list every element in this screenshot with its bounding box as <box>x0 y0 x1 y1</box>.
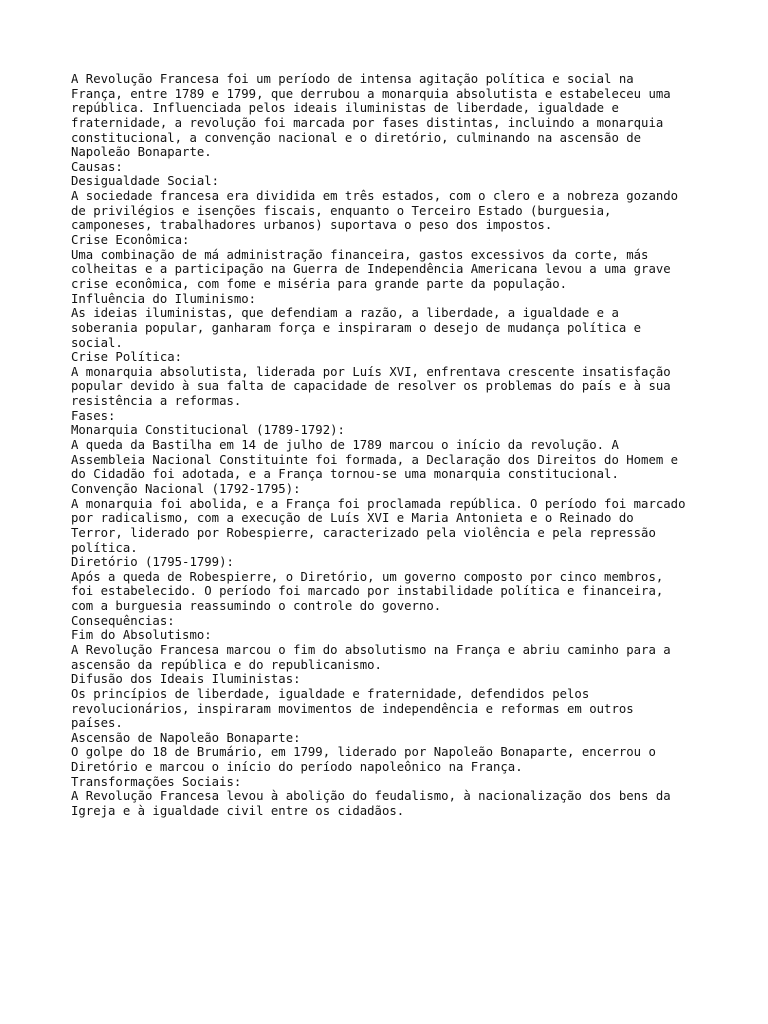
text-line: A monarquia foi abolida, e a França foi proclamada república. O período foi marcado <box>71 496 686 511</box>
subsection-heading: Ascensão de Napoleão Bonaparte: <box>71 730 301 745</box>
text-line: soberania popular, ganharam força e inspiraram o desejo de mudança política e <box>71 320 642 335</box>
text-line: fraternidade, a revolução foi marcada por fases distintas, incluindo a monarquia <box>71 115 664 130</box>
text-line: França, entre 1789 e 1799, que derrubou a monarquia absolutista e estabeleceu uma <box>71 86 671 101</box>
text-line: social. <box>71 335 123 350</box>
text-line: A queda da Bastilha em 14 de julho de 1789 marcou o início da revolução. A <box>71 438 619 453</box>
text-line: Após a queda de Robespierre, o Diretório, um governo composto por cinco membros, <box>71 569 664 584</box>
text-line: de privilégios e isenções fiscais, enquanto o Terceiro Estado (burguesia, <box>71 203 612 218</box>
text-line: Uma combinação de má administração financeira, gastos excessivos da corte, más <box>71 247 649 262</box>
text-line: A Revolução Francesa marcou o fim do absolutismo na França e abriu caminho para a <box>71 642 671 657</box>
text-line: Os princípios de liberdade, igualdade e fraternidade, defendidos pelos <box>71 686 590 701</box>
text-line: Terror, liderado por Robespierre, caracterizado pela violência e pela repressão <box>71 525 656 540</box>
text-line: A monarquia absolutista, liderada por Luís XVI, enfrentava crescente insatisfação <box>71 364 671 379</box>
text-line: Assembleia Nacional Constituinte foi formada, a Declaração dos Direitos do Homem e <box>71 452 679 467</box>
text-line: Diretório e marcou o início do período napoleônico na França. <box>71 760 523 775</box>
text-line: foi estabelecido. O período foi marcado por instabilidade política e financeira, <box>71 584 664 599</box>
text-line: resistência a reformas. <box>71 394 242 409</box>
text-line: Igreja e à igualdade civil entre os cidadãos. <box>71 804 405 819</box>
text-line: revolucionários, inspiraram movimentos de independência e reformas em outros <box>71 701 634 716</box>
text-line: constitucional, a convenção nacional e o diretório, culminando na ascensão de <box>71 130 642 145</box>
document-page <box>71 72 711 819</box>
text-line: Napoleão Bonaparte. <box>71 145 212 160</box>
section-heading: Causas: <box>71 159 123 174</box>
text-line: As ideias iluministas, que defendiam a razão, a liberdade, a igualdade e a <box>71 306 619 321</box>
text-line: por radicalismo, com a execução de Luís XVI e Maria Antonieta e o Reinado do <box>71 511 634 526</box>
text-line: O golpe do 18 de Brumário, em 1799, liderado por Napoleão Bonaparte, encerrou o <box>71 745 656 760</box>
subsection-heading: Convenção Nacional (1792-1795): <box>71 481 301 496</box>
text-line: colheitas e a participação na Guerra de Independência Americana levou a uma grave <box>71 262 671 277</box>
text-line: do Cidadão foi adotada, e a França tornou-se uma monarquia constitucional. <box>71 467 619 482</box>
text-line: A Revolução Francesa levou à abolição do feudalismo, à nacionalização dos bens da <box>71 789 671 804</box>
subsection-heading: Diretório (1795-1799): <box>71 555 234 570</box>
text-line: popular devido à sua falta de capacidade de resolver os problemas do país e à sua <box>71 379 671 394</box>
section-heading: Fases: <box>71 408 116 423</box>
text-line: crise econômica, com fome e miséria para grande parte da população. <box>71 276 568 291</box>
text-line: com a burguesia reassumindo o controle do governo. <box>71 599 442 614</box>
subsection-heading: Transformações Sociais: <box>71 774 242 789</box>
text-line: república. Influenciada pelos ideais iluministas de liberdade, igualdade e <box>71 101 619 116</box>
text-line: A sociedade francesa era dividida em três estados, com o clero e a nobreza gozando <box>71 189 679 204</box>
subsection-heading: Desigualdade Social: <box>71 174 220 189</box>
text-line: países. <box>71 716 123 731</box>
section-heading: Consequências: <box>71 613 175 628</box>
text-line: política. <box>71 540 138 555</box>
subsection-heading: Crise Política: <box>71 350 183 365</box>
subsection-heading: Fim do Absolutismo: <box>71 628 212 643</box>
text-line: camponeses, trabalhadores urbanos) suportava o peso dos impostos. <box>71 218 553 233</box>
subsection-heading: Difusão dos Ideais Iluministas: <box>71 672 301 687</box>
subsection-heading: Crise Econômica: <box>71 233 190 248</box>
text-line: ascensão da república e do republicanismo. <box>71 657 382 672</box>
subsection-heading: Monarquia Constitucional (1789-1792): <box>71 423 345 438</box>
subsection-heading: Influência do Iluminismo: <box>71 291 257 306</box>
text-line: A Revolução Francesa foi um período de intensa agitação política e social na <box>71 72 634 86</box>
